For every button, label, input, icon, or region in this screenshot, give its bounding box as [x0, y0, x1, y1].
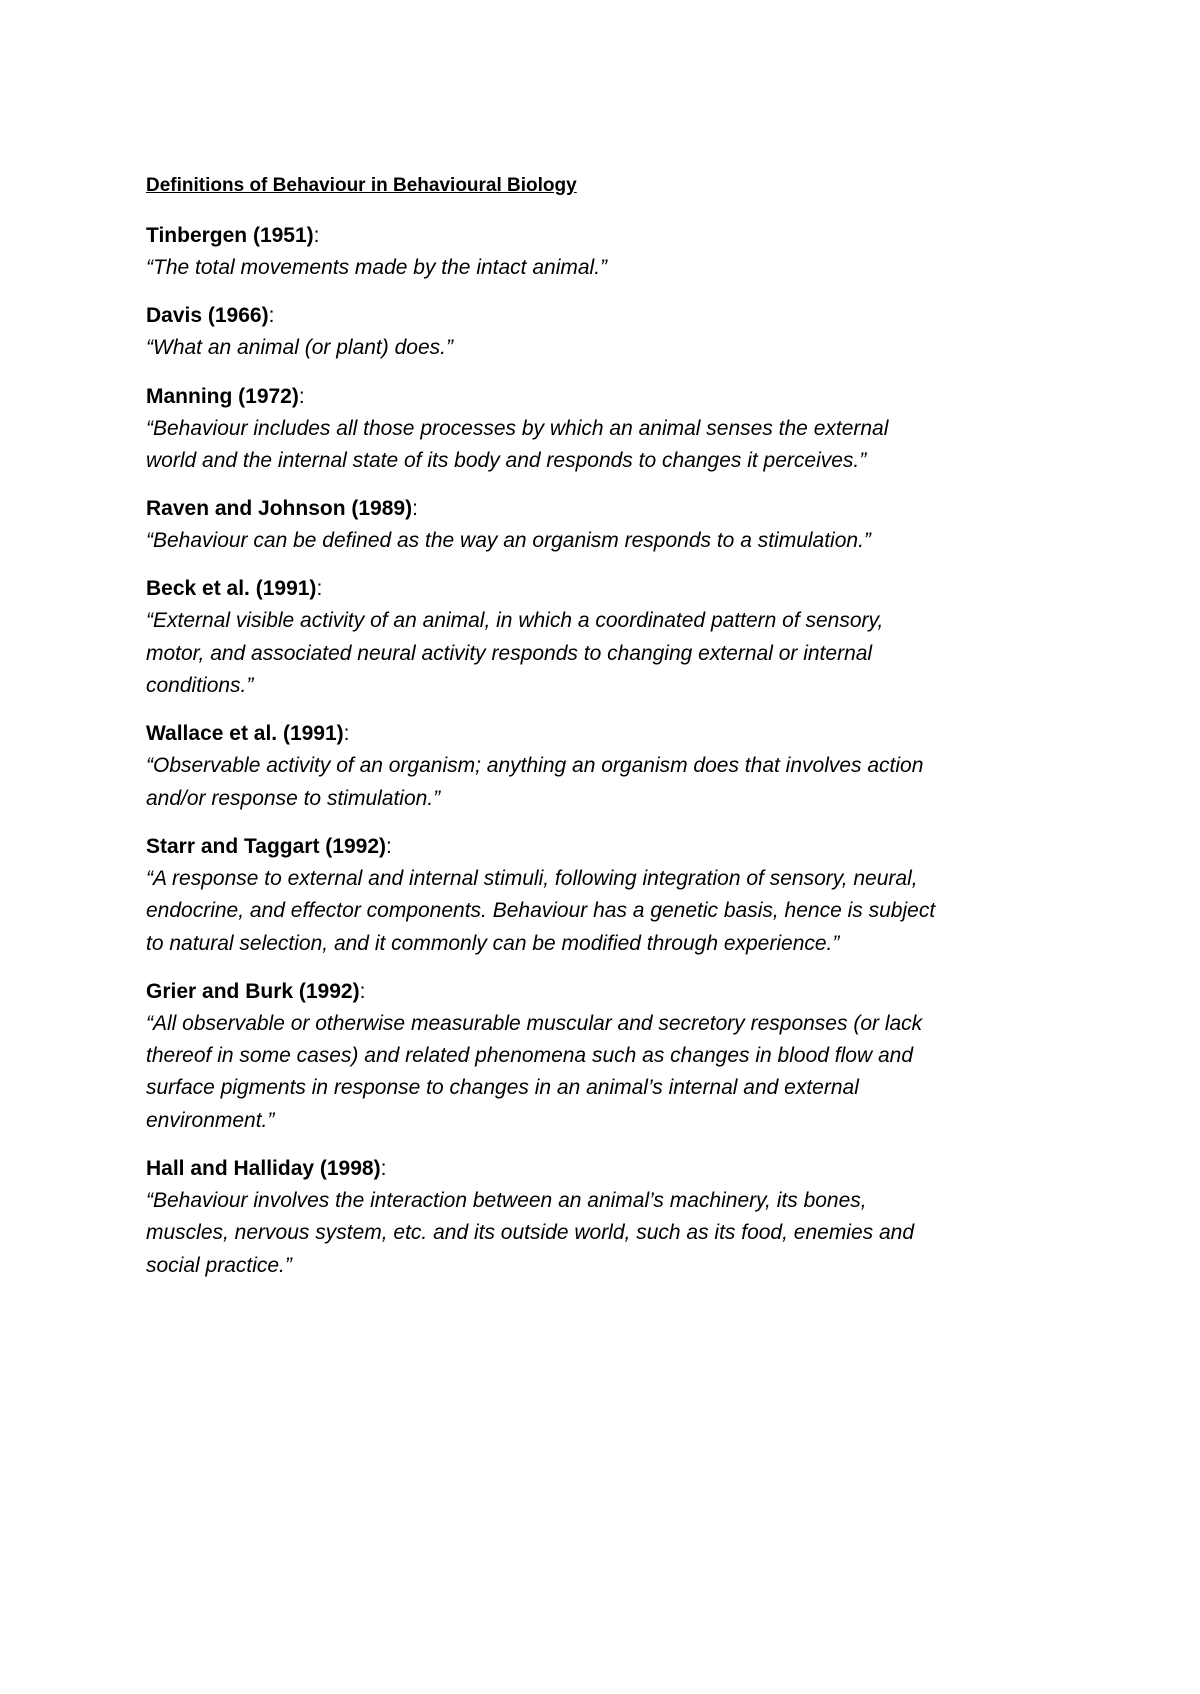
definition-quote-line: “All observable or otherwise measurable muscular and secretory responses (or lack — [146, 1011, 923, 1035]
definition-quote-line: endocrine, and effector components. Behaviour has a genetic basis, hence is subject — [146, 899, 936, 923]
definition-colon: : — [268, 304, 275, 328]
definition-entry — [146, 381, 1086, 478]
definition-quote-line: “External visible activity of an animal, in which a coordinated pattern of sensory, — [146, 609, 884, 633]
definition-quote-line: “A response to external and internal stimuli, following integration of sensory, neural, — [146, 866, 918, 890]
definition-quote-line: “Behaviour involves the interaction between an animal’s machinery, its bones, — [146, 1189, 867, 1213]
definition-entry — [146, 976, 1086, 1137]
definition-entry — [146, 300, 1086, 364]
definition-author: Beck et al. (1991) — [146, 577, 317, 601]
definition-quote-line: “The total movements made by the intact animal.” — [146, 256, 608, 279]
definition-colon: : — [313, 224, 320, 247]
definition-heading — [146, 300, 1086, 332]
definition-quote-line: motor, and associated neural activity responds to changing external or internal — [146, 641, 873, 665]
definition-author: Manning (1972) — [146, 384, 299, 408]
definition-author: Grier and Burk (1992) — [146, 979, 360, 1003]
definition-entry — [146, 573, 1086, 702]
definition-entry — [146, 493, 1086, 557]
definition-heading — [146, 1153, 1086, 1185]
definition-quote-line: “What an animal (or plant) does.” — [146, 336, 453, 360]
definition-quote-line: “Behaviour can be defined as the way an organism responds to a stimulation.” — [146, 529, 871, 553]
definition-author: Starr and Taggart (1992) — [146, 834, 387, 858]
definition-quote-line: and/or response to stimulation.” — [146, 786, 441, 810]
definition-author: Davis (1966) — [146, 304, 269, 328]
definition-author: Wallace et al. (1991) — [146, 722, 344, 746]
definition-quote-line: world and the internal state of its body and responds to changes it perceives.” — [146, 448, 867, 472]
definition-author: Raven and Johnson (1989) — [146, 497, 413, 521]
definition-quote-line: to natural selection, and it commonly can be modified through experience.” — [146, 931, 840, 955]
definition-heading — [146, 220, 1086, 252]
definition-heading — [146, 976, 1086, 1008]
document-content — [146, 172, 1086, 1298]
definition-quote-line: muscles, nervous system, etc. and its outside world, such as its food, enemies and — [146, 1221, 915, 1245]
definition-heading — [146, 381, 1086, 413]
definition-quote-line: thereof in some cases) and related phenomena such as changes in blood flow and — [146, 1044, 913, 1068]
definition-author: Tinbergen (1951) — [146, 224, 314, 247]
definition-heading — [146, 493, 1086, 525]
definition-quote-line: social practice.” — [146, 1253, 292, 1277]
definition-quote-line: “Observable activity of an organism; anything an organism does that involves action — [146, 754, 924, 778]
definition-colon: : — [316, 577, 323, 601]
definition-entry — [146, 1153, 1086, 1282]
definition-entry — [146, 718, 1086, 815]
definition-quote-line: “Behaviour includes all those processes by which an animal senses the external — [146, 416, 889, 440]
definition-colon: : — [380, 1157, 387, 1181]
definitions-list — [146, 220, 1086, 1282]
definition-colon: : — [359, 979, 366, 1003]
definition-quote-line: surface pigments in response to changes in an animal’s internal and external — [146, 1076, 859, 1100]
definition-entry — [146, 831, 1086, 960]
definition-colon: : — [343, 722, 350, 746]
definition-heading — [146, 718, 1086, 750]
definition-author: Hall and Halliday (1998) — [146, 1157, 381, 1181]
definition-colon: : — [412, 497, 418, 521]
definition-quote-line: conditions.” — [146, 674, 254, 698]
definition-colon: : — [386, 834, 392, 858]
document-title: Definitions of Behaviour in Behavioural Biology — [146, 175, 577, 196]
definition-entry — [146, 220, 1086, 284]
definition-quote-line: environment.” — [146, 1108, 275, 1132]
definition-colon: : — [298, 384, 305, 408]
definition-heading — [146, 573, 1086, 605]
definition-heading — [146, 831, 1086, 863]
